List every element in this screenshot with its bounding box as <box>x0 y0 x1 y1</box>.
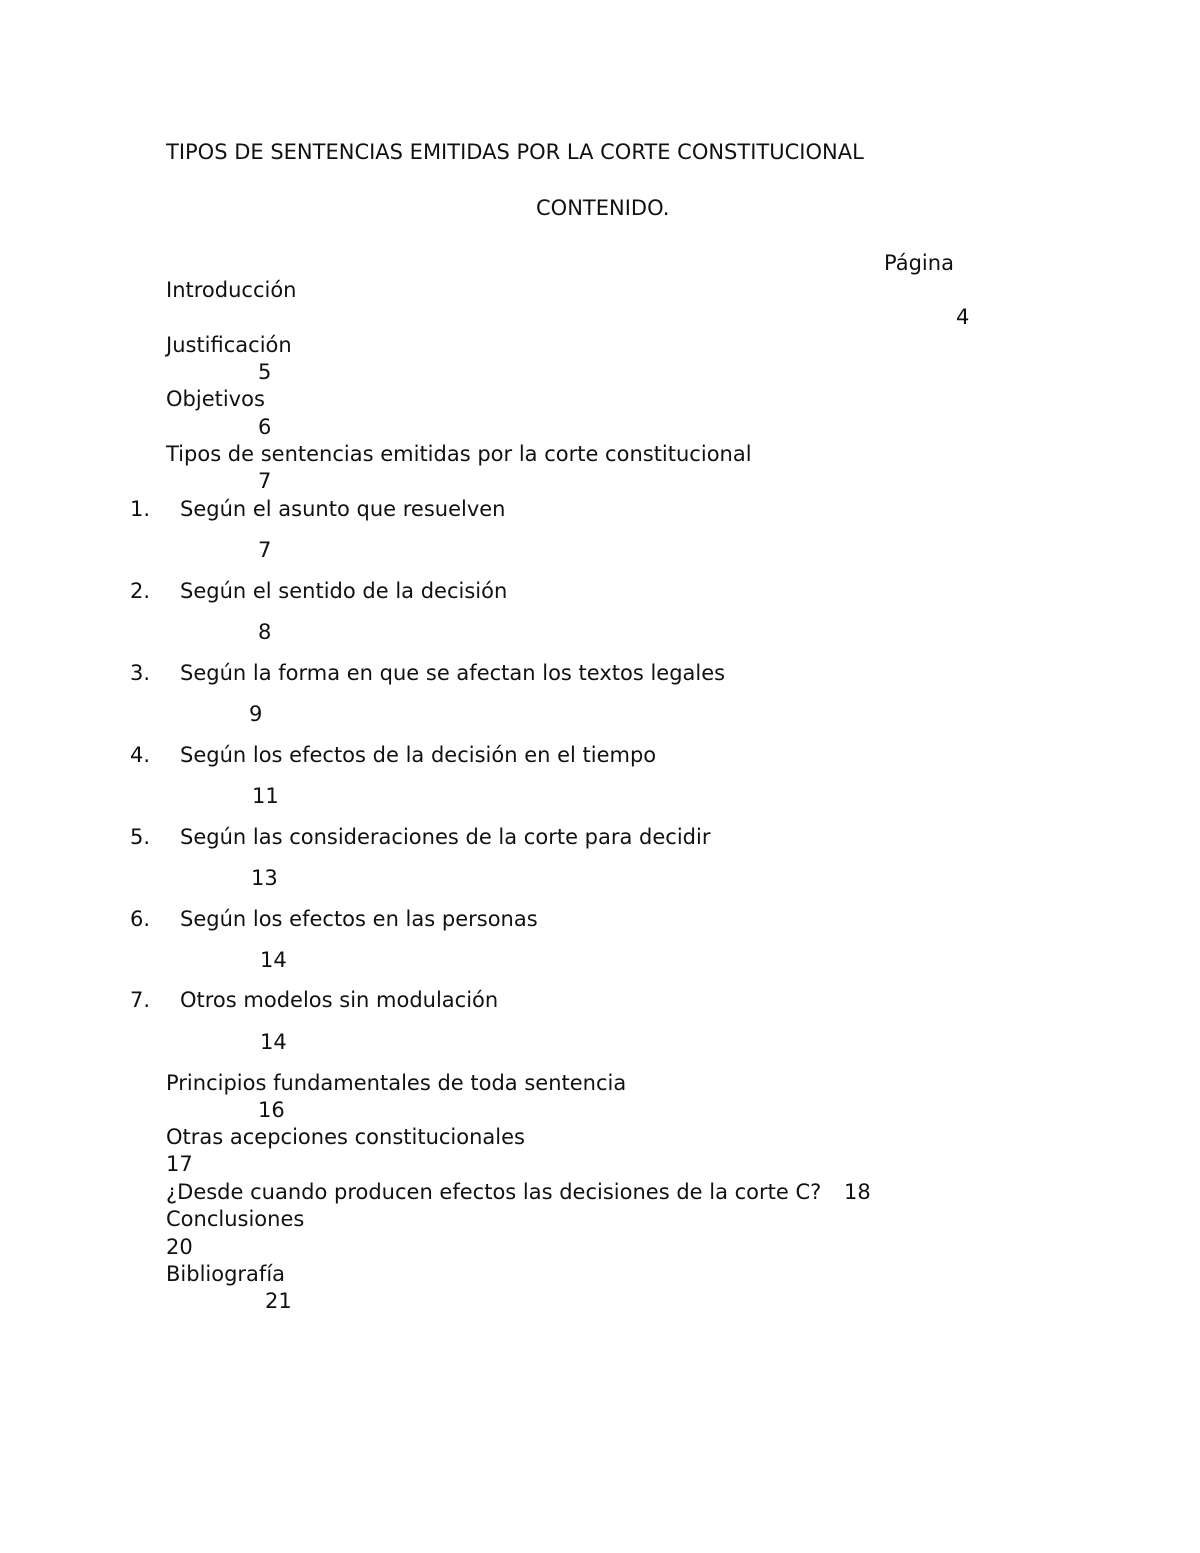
toc-number: 7. <box>130 988 151 1012</box>
toc-entry-tipos: Tipos de sentencias emitidas por la corte constitucional <box>166 442 752 466</box>
toc-page-numbered: 9 <box>249 702 263 726</box>
toc-entry-numbered: Según los efectos de la decisión en el tiempo <box>180 743 657 767</box>
toc-entry-principios: Principios fundamentales de toda sentencia <box>166 1071 627 1095</box>
toc-page-numbered: 14 <box>260 1030 287 1054</box>
toc-entry-numbered: Según la forma en que se afectan los textos legales <box>180 661 726 685</box>
toc-page-introduccion: 4 <box>956 305 970 329</box>
toc-entry-numbered: Según el sentido de la decisión <box>180 579 508 603</box>
toc-entry-numbered: Según el asunto que resuelven <box>180 497 506 521</box>
toc-page-numbered: 7 <box>258 538 272 562</box>
toc-number: 6. <box>130 907 151 931</box>
toc-page-conclusiones: 20 <box>166 1235 193 1259</box>
toc-page-numbered: 13 <box>251 866 278 890</box>
toc-entry-objetivos: Objetivos <box>166 387 265 411</box>
page-column-header: Página <box>884 251 954 275</box>
toc-number: 1. <box>130 497 151 521</box>
toc-page-objetivos: 6 <box>258 415 272 439</box>
toc-number: 5. <box>130 825 151 849</box>
toc-entry-justificacion: Justificación <box>166 333 292 357</box>
toc-entry-introduccion: Introducción <box>166 278 297 302</box>
toc-entry-numbered: Según los efectos en las personas <box>180 907 538 931</box>
document-subtitle: CONTENIDO. <box>536 196 670 220</box>
toc-entry-bibliografia: Bibliografía <box>166 1262 286 1286</box>
toc-page-desde-cuando: 18 <box>844 1180 871 1204</box>
toc-entry-desde-cuando: ¿Desde cuando producen efectos las decisiones de la corte C? <box>166 1180 822 1204</box>
toc-number: 2. <box>130 579 151 603</box>
toc-entry-otras-acepciones: Otras acepciones constitucionales <box>166 1125 525 1149</box>
toc-number: 4. <box>130 743 151 767</box>
toc-page-numbered: 8 <box>258 620 272 644</box>
toc-page-numbered: 11 <box>252 784 279 808</box>
toc-page-otras-acepciones: 17 <box>166 1152 193 1176</box>
toc-page-tipos: 7 <box>258 469 272 493</box>
toc-entry-numbered: Otros modelos sin modulación <box>180 988 499 1012</box>
toc-page-numbered: 14 <box>260 948 287 972</box>
toc-entry-conclusiones: Conclusiones <box>166 1207 305 1231</box>
document-title: TIPOS DE SENTENCIAS EMITIDAS POR LA CORTE CONSTITUCIONAL <box>166 140 864 164</box>
toc-page-bibliografia: 21 <box>265 1289 292 1313</box>
toc-number: 3. <box>130 661 151 685</box>
toc-page-justificacion: 5 <box>258 360 272 384</box>
toc-entry-numbered: Según las consideraciones de la corte para decidir <box>180 825 711 849</box>
toc-page-principios: 16 <box>258 1098 285 1122</box>
